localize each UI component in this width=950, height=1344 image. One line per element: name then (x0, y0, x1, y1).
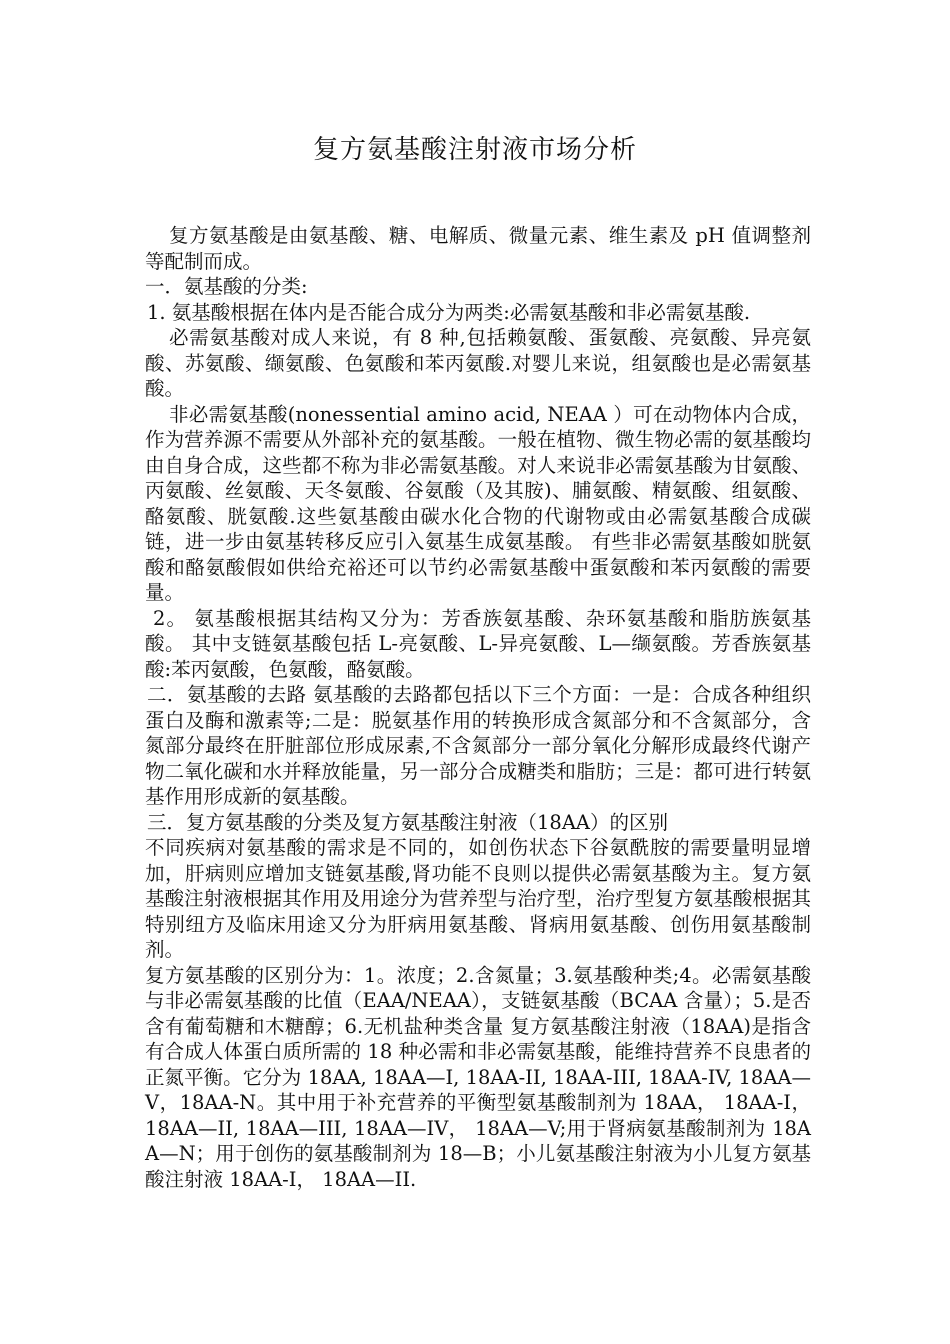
document-body (145, 223, 811, 1192)
paragraph-differences: 复方氨基酸的区别分为：1。浓度；2.含氮量；3.氨基酸种类;4。必需氨基酸与非必需氨基酸的比值（EAA/NEAA），支链氨基酸（BCAA 含量）；5.是否含有葡萄糖和木糖醇；6.无机盐种类含量 复方氨基酸注射液（18AA)是指含有合成人体蛋白质所需的 18 种必需和非必需氨基酸，能维持营养不良患者的正氮平衡。它分为 18AA, 18AA—I, 18AA-II, 18AA-III, 18AA-IV, 18AA—V，18AA-N。其中用于补充营养的平衡型氨基酸制剂为 18AA， 18AA-I， 18AA—II, 18AA—III, 18AA—IV， 18AA—V;用于肾病氨基酸制剂为 18AA—N；用于创伤的氨基酸制剂为 18—B；小儿氨基酸注射液为小儿复方氨基酸注射液 18AA-I， 18AA—II. (145, 963, 811, 1191)
paragraph-section-2: 二．氨基酸的去路 氨基酸的去路都包括以下三个方面：一是：合成各种组织蛋白及酶和激素等;二是：脱氨基作用的转换形成含氮部分和不含氮部分，含氮部分最终在肝脏部位形成尿素,不含氮部分一部分氧化分解形成最终代谢产物二氧化碳和水并释放能量，另一部分合成糖类和脂肪；三是：都可进行转氨基作用形成新的氨基酸。 (145, 683, 811, 808)
document-title: 复方氨基酸注射液市场分析 (312, 135, 637, 165)
paragraph-intro: 复方氨基酸是由氨基酸、糖、电解质、微量元素、维生素及 pH 值调整剂等配制而成。 (145, 224, 811, 273)
paragraph-classification-1: 1. 氨基酸根据在体内是否能合成分为两类:必需氨基酸和非必需氨基酸. (147, 300, 751, 324)
section-heading-3: 三．复方氨基酸的分类及复方氨基酸注射液（18AA）的区别 (147, 810, 668, 834)
paragraph-disease-needs: 不同疾病对氨基酸的需求是不同的，如创伤状态下谷氨酰胺的需要量明显增加，肝病则应增加支链氨基酸,肾功能不良则以提供必需氨基酸为主。复方氨基酸注射液根据其作用及用途分为营养型与治疗型，治疗型复方氨基酸根据其特别纽方及临床用途又分为肝病用氨基酸、肾病用氨基酸、创伤用氨基酸制剂。 (145, 836, 811, 961)
section-heading-1: 一．氨基酸的分类: (145, 275, 308, 298)
paragraph-classification-2: 2。 氨基酸根据其结构又分为：芳香族氨基酸、杂环氨基酸和脂肪族氨基酸。 其中支链氨基酸包括 L-亮氨酸、L-异亮氨酸、L—缬氨酸。芳香族氨基酸:苯丙氨酸，色氨酸，酪氨酸。 (145, 606, 811, 681)
paragraph-nonessential-amino-acids: 非必需氨基酸(nonessential amino acid, NEAA ）可在动物体内合成，作为营养源不需要从外部补充的氨基酸。一般在植物、微生物必需的氨基酸均由自身合成，这些都不称为非必需氨基酸。对人来说非必需氨基酸为甘氨酸、丙氨酸、丝氨酸、天冬氨酸、谷氨酸（及其胺)、脯氨酸、精氨酸、组氨酸、酪氨酸、胱氨酸.这些氨基酸由碳水化合物的代谢物或由必需氨基酸合成碳链，进一步由氨基转移反应引入氨基生成氨基酸。 有些非必需氨基酸如胱氨酸和酪氨酸假如供给充裕还可以节约必需氨基酸中蛋氨酸和苯丙氨酸的需要量。 (145, 402, 811, 604)
paragraph-essential-amino-acids: 必需氨基酸对成人来说，有 8 种,包括赖氨酸、蛋氨酸、亮氨酸、异亮氨酸、苏氨酸、缬氨酸、色氨酸和苯丙氨酸.对婴儿来说，组氨酸也是必需氨基酸。 (145, 326, 811, 400)
